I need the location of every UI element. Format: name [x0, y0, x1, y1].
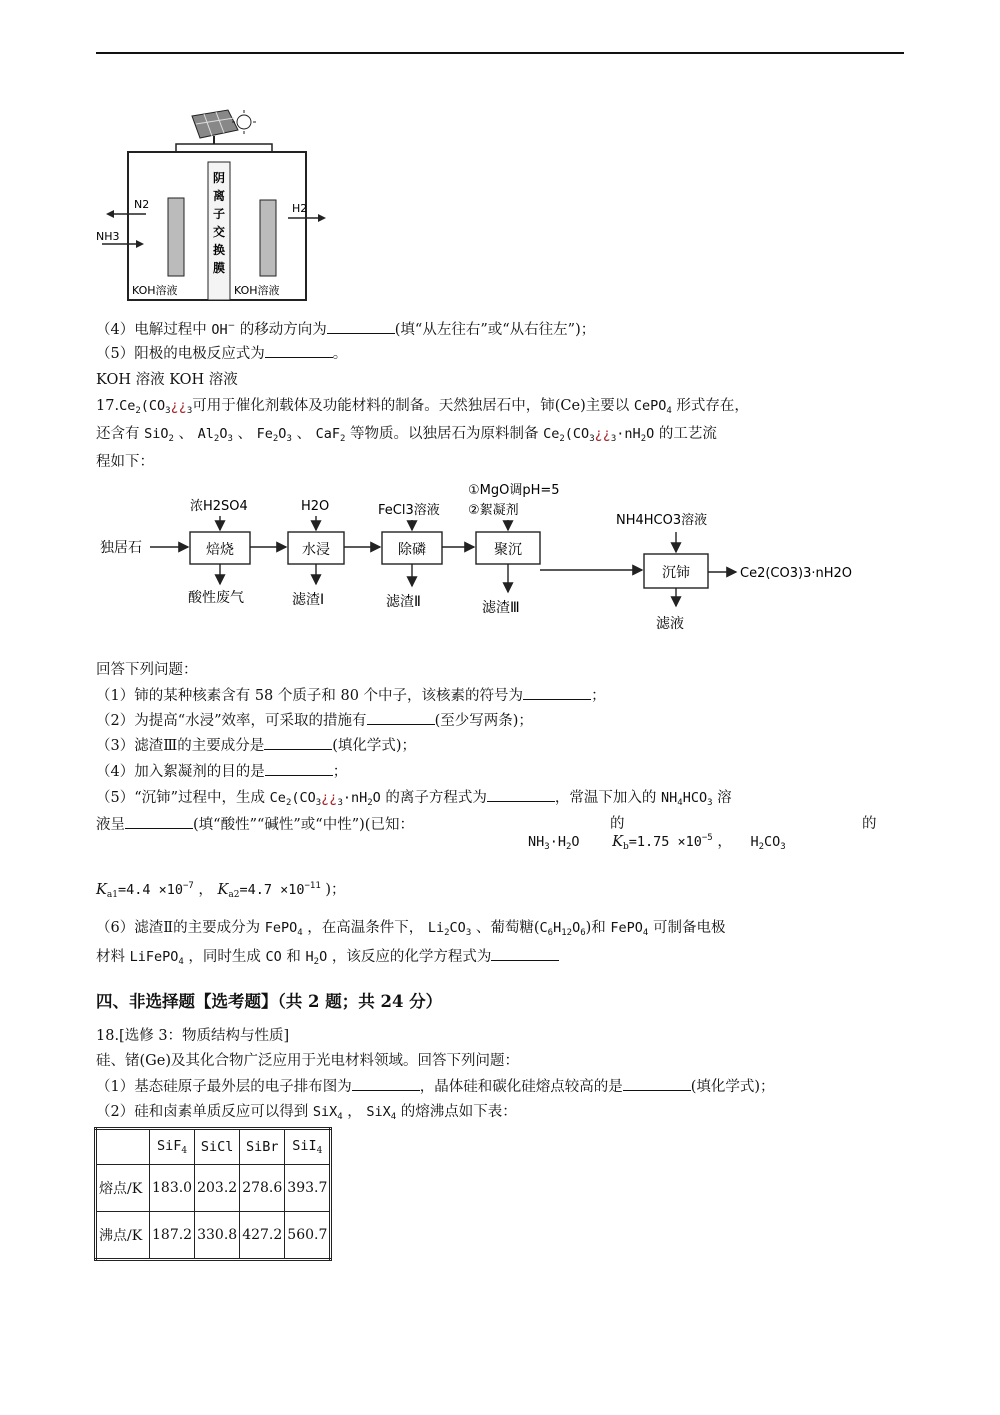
flow-in-nh4hco3: NH4HCO3溶液	[616, 513, 708, 528]
process-flow-diagram	[96, 480, 896, 638]
svg-text:子: 子	[212, 207, 226, 221]
q17-part5-de2: 的	[862, 816, 877, 832]
h2-label: H2	[292, 202, 308, 215]
answer-blank[interactable]	[523, 685, 591, 700]
nh3-label: NH3	[96, 230, 120, 243]
q17-part1: （1）铈的某种核素含有 58 个质子和 80 个中子，该核素的符号为 ；	[96, 685, 606, 706]
flow-out-residue2: 滤渣Ⅱ	[386, 594, 421, 610]
table-cell: 187.2	[150, 1212, 195, 1260]
cathode-electrode	[260, 200, 276, 276]
svg-text:交: 交	[212, 225, 226, 239]
answer-blank[interactable]	[265, 343, 333, 358]
q16-part4: （4）电解过程中 OH− 的移动方向为 (填“从左往右”或“从右往左”)；	[96, 321, 596, 338]
table-header-cell: SiBr	[240, 1129, 285, 1165]
svg-text:离: 离	[212, 189, 226, 203]
electrolysis-figure	[96, 108, 336, 304]
answer-blank[interactable]	[367, 710, 435, 725]
svg-text:焙烧: 焙烧	[206, 542, 234, 558]
flow-in-mgo: ①MgO调pH=5	[468, 483, 560, 498]
answer-blank[interactable]	[265, 761, 333, 776]
table-row	[96, 1165, 331, 1212]
q18-part1: （1）基态硅原子最外层的电子排布图为 ，晶体硅和碳化硅熔点较高的是 (填化学式)；	[96, 1076, 775, 1097]
q18-part2: （2）硅和卤素单质反应可以得到 SiX$_4$ ， SiX$_4$ 的熔沸点如下表：	[96, 1104, 517, 1122]
flow-product: Ce2(CO3)3·nH2O	[740, 566, 852, 581]
flow-in-flocculant: ②絮凝剂	[468, 503, 519, 518]
q17-part5-line1: （5）“沉铈”过程中，生成 $Ce_2(CO_3¿¿_3\cdot nH_2O$ 的离子方程式为 ，常温下加入的 $NH_4HCO_3$ 溶	[96, 787, 732, 813]
membrane-label: 阴	[212, 171, 226, 185]
flow-out-residue3: 滤渣Ⅲ	[482, 600, 520, 616]
table-header-cell: SiCl	[195, 1129, 240, 1165]
table-header-cell: SiF$_4$	[150, 1129, 195, 1165]
flow-out-filtrate: 滤液	[656, 616, 684, 632]
svg-text:水浸: 水浸	[302, 542, 330, 558]
answer-blank[interactable]	[491, 946, 559, 961]
answer-blank[interactable]	[125, 814, 193, 829]
svg-text:聚沉: 聚沉	[494, 542, 522, 558]
q17-part2: （2）为提高“水浸”效率，可采取的措施有 (至少写两条)；	[96, 710, 533, 731]
q16-part5: （5）阳极的电极反应式为 。	[96, 343, 347, 364]
table-row-label: 沸点/K	[96, 1212, 150, 1260]
table-cell: 183.0	[150, 1165, 195, 1212]
flow-out-residue1: 滤渣Ⅰ	[292, 592, 325, 608]
melting-boiling-table	[94, 1127, 332, 1261]
answer-blank[interactable]	[623, 1076, 691, 1091]
svg-text:除磷: 除磷	[398, 542, 426, 558]
q17-intro-line3: 程如下：	[96, 454, 154, 470]
q16-stray-text: KOH 溶液 KOH 溶液	[96, 372, 238, 388]
table-header-cell	[96, 1129, 150, 1165]
table-header-row	[96, 1129, 331, 1165]
table-cell: 278.6	[240, 1165, 285, 1212]
q17-part3: （3）滤渣Ⅲ的主要成分是 (填化学式)；	[96, 735, 416, 756]
table-cell: 393.7	[285, 1165, 331, 1212]
table-row-label: 熔点/K	[96, 1165, 150, 1212]
flow-in-h2so4: 浓H2SO4	[190, 499, 248, 514]
q17-answer-prompt: 回答下列问题：	[96, 662, 198, 678]
flow-start: 独居石	[100, 540, 142, 556]
q17-intro-line2: 还含有 SiO$_2$ 、 $Al_2O_3$ 、 $Fe_2O_3$ 、 CaF$_2$ 等物质。以独居石为原料制备 $Ce_2(CO_3¿¿_3\cdot nH_2O$ 的工艺流	[96, 426, 717, 444]
svg-text:沉铈: 沉铈	[662, 565, 690, 581]
n2-label: N2	[134, 198, 150, 211]
q17-intro-line1: $17.Ce_2(CO_3¿¿_3$可用于催化剂载体及功能材料的制备。天然独居石中，铈(Ce)主要以 CePO$_4$ 形式存在，	[96, 398, 749, 416]
q18-head: 18.[选修 3：物质结构与性质]	[96, 1028, 290, 1044]
flow-out-acid-gas: 酸性废气	[188, 590, 244, 606]
flow-in-fecl3: FeCl3溶液	[378, 503, 440, 518]
table-row	[96, 1212, 331, 1260]
q17-part5-kb: $NH_3\cdot H_2O$ $K_b=1.75 \times 10^{-5}$ ， $H_2CO_3$	[528, 833, 786, 852]
header-rule	[96, 52, 904, 54]
table-cell: 560.7	[285, 1212, 331, 1260]
anode-electrode	[168, 198, 184, 276]
table-cell: 203.2	[195, 1165, 240, 1212]
q17-part6-line1: （6）滤渣Ⅱ的主要成分为 FePO$_4$ ，在高温条件下， $Li_2CO_3$ 、葡萄糖$(C_6H_{12}O_6)$和 FePO$_4$ 可制备电极	[96, 920, 726, 938]
koh-right-label: KOH溶液	[234, 284, 280, 297]
answer-blank[interactable]	[327, 319, 395, 334]
svg-text:换: 换	[212, 243, 226, 257]
answer-blank[interactable]	[487, 787, 555, 802]
q18-intro: 硅、锗(Ge)及其化合物广泛应用于光电材料领域。回答下列问题：	[96, 1053, 519, 1069]
koh-left-label: KOH溶液	[132, 284, 178, 297]
q17-part5-line2: 液呈 (填“酸性”“碱性”或“中性”)(已知：	[96, 814, 414, 835]
flow-in-water: H2O	[301, 499, 330, 514]
table-cell: 330.8	[195, 1212, 240, 1260]
q17-part4: （4）加入絮凝剂的目的是 ；	[96, 761, 347, 782]
solar-panel-icon	[192, 110, 238, 144]
q17-part6-line2: 材料 LiFePO$_4$ ，同时生成 CO 和 $H_2O$ ，该反应的化学方程式为	[96, 946, 559, 972]
table-header-cell: SiI$_4$	[285, 1129, 331, 1165]
svg-text:膜: 膜	[212, 261, 226, 275]
q17-part5-line3: $K_{a1}=4.4 \times 10^{-7}$ ， $K_{a2}=4.7 \times 10^{-11}$ )；	[96, 881, 346, 900]
section-heading: 四、非选择题【选考题】（共 2 题；共 24 分）	[96, 992, 443, 1011]
answer-blank[interactable]	[352, 1076, 420, 1091]
table-cell: 427.2	[240, 1212, 285, 1260]
answer-blank[interactable]	[264, 735, 332, 750]
q17-part5-constants-de: 的	[610, 816, 625, 832]
